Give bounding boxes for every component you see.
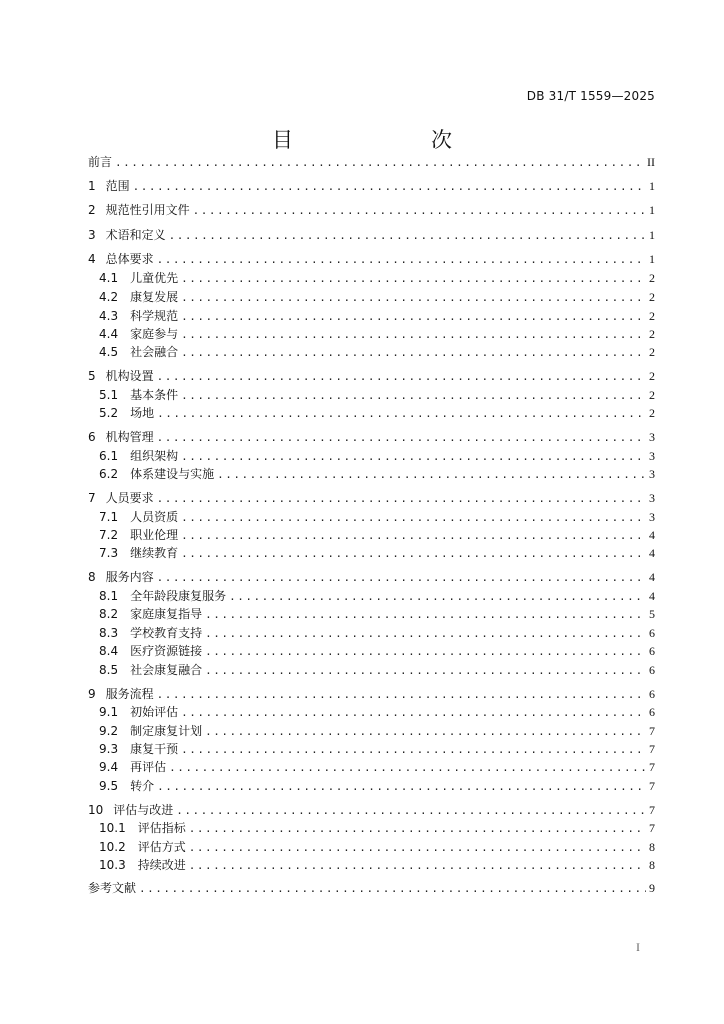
toc-entry-page: 2	[649, 290, 655, 304]
toc-entry-page: 6	[649, 644, 655, 658]
toc-entry-label: 人员要求	[105, 491, 154, 505]
dot-leader	[157, 779, 646, 795]
toc-entry-page: 3	[649, 467, 655, 481]
toc-entry-label: 服务流程	[105, 687, 154, 701]
toc-entry[interactable]	[88, 802, 655, 818]
dot-leader	[169, 228, 646, 244]
toc-entry-page: 6	[649, 687, 655, 701]
toc-entry-number: 7.1	[99, 510, 119, 524]
toc-entry-number: 6	[88, 430, 96, 444]
dot-leader	[176, 803, 646, 819]
dot-leader	[217, 467, 646, 483]
toc-entry-number: 8.2	[99, 607, 119, 621]
toc-entry-number: 8.5	[99, 663, 119, 677]
dot-leader	[181, 528, 646, 544]
toc-entry-label: 科学规范	[130, 309, 179, 323]
toc-entry-label: 康复干预	[130, 742, 179, 756]
toc-entry-number: 9.3	[99, 742, 119, 756]
toc-entry[interactable]	[99, 857, 655, 873]
toc-entry-label: 制定康复计划	[130, 724, 203, 738]
toc-entry-number: 8	[88, 570, 96, 584]
toc-entry-label: 基本条件	[130, 388, 179, 402]
toc-entry[interactable]	[88, 202, 655, 218]
toc-entry-number: 4.3	[99, 309, 119, 323]
toc-entry[interactable]	[99, 625, 655, 641]
toc-entry-label: 家庭参与	[130, 327, 179, 341]
toc-entry-page: 4	[649, 546, 655, 560]
toc-entry-page: 3	[649, 430, 655, 444]
toc-entry[interactable]	[88, 490, 655, 506]
toc-entry[interactable]	[99, 588, 655, 604]
toc-entry[interactable]	[99, 344, 655, 360]
toc-entry-label: 继续教育	[130, 546, 179, 560]
toc-entry-label: 场地	[130, 406, 155, 420]
toc-entry[interactable]	[99, 466, 655, 482]
toc-entry-number: 8.4	[99, 644, 119, 658]
toc-entry-page: 7	[649, 779, 655, 793]
dot-leader	[157, 687, 646, 703]
standard-code: DB 31/T 1559—2025	[526, 89, 655, 103]
toc-entry-page: 1	[649, 179, 655, 193]
toc-entry-number: 2	[88, 203, 96, 217]
toc-entry[interactable]	[88, 178, 655, 194]
toc-entry[interactable]	[99, 778, 655, 794]
toc-entry-number: 3	[88, 228, 96, 242]
toc-entry[interactable]	[99, 606, 655, 622]
toc-entry[interactable]	[99, 723, 655, 739]
dot-leader	[181, 705, 646, 721]
toc-entry-number: 10.1	[99, 821, 126, 835]
toc-entry-label: 社会融合	[130, 345, 179, 359]
toc-entry-number: 4.5	[99, 345, 119, 359]
toc-entry-page: 3	[649, 449, 655, 463]
toc-entry[interactable]	[99, 741, 655, 757]
toc-entry-page: 2	[649, 345, 655, 359]
dot-leader	[181, 546, 646, 562]
toc-entry-number: 10.3	[99, 858, 126, 872]
dot-leader	[189, 840, 646, 856]
toc-entry[interactable]	[99, 545, 655, 561]
toc-entry-page: 8	[649, 858, 655, 872]
dot-leader	[229, 589, 646, 605]
toc-entry-number: 10	[88, 803, 104, 817]
toc-entry[interactable]	[99, 839, 655, 855]
dot-leader	[181, 388, 646, 404]
toc-entry-page: 7	[649, 724, 655, 738]
toc-entry[interactable]	[88, 429, 655, 445]
toc-entry-number: 4.1	[99, 271, 119, 285]
dot-leader	[157, 252, 646, 268]
toc-entry-label: 初始评估	[130, 705, 179, 719]
toc-entry-page: 1	[649, 228, 655, 242]
dot-leader	[157, 570, 646, 586]
toc-entry-number: 5	[88, 369, 96, 383]
toc-entry-label: 前言	[88, 155, 113, 169]
toc-entry-label: 再评估	[130, 760, 167, 774]
toc-entry-number: 9.5	[99, 779, 119, 793]
dot-leader	[189, 821, 646, 837]
toc-entry-label: 总体要求	[105, 252, 154, 266]
toc-entry[interactable]	[99, 326, 655, 342]
dot-leader	[193, 203, 646, 219]
dot-leader	[157, 491, 646, 507]
toc-entry-label: 机构管理	[105, 430, 154, 444]
toc-entry-number: 4.2	[99, 290, 119, 304]
toc-entry[interactable]	[99, 509, 655, 525]
toc-entry[interactable]	[88, 569, 655, 585]
toc-entry-page: 3	[649, 491, 655, 505]
toc-entry-label: 康复发展	[130, 290, 179, 304]
toc-entry[interactable]	[99, 820, 655, 836]
toc-entry-page: 6	[649, 705, 655, 719]
toc-entry-label: 评估指标	[137, 821, 186, 835]
toc-entry[interactable]	[88, 686, 655, 702]
toc-entry-label: 规范性引用文件	[105, 203, 190, 217]
toc-entry-page: 4	[649, 528, 655, 542]
dot-leader	[157, 369, 646, 385]
toc-entry-number: 5.2	[99, 406, 119, 420]
dot-leader	[181, 309, 646, 325]
toc-entry[interactable]	[99, 662, 655, 678]
dot-leader	[205, 626, 646, 642]
toc-entry-label: 组织架构	[130, 449, 179, 463]
toc-entry-page: 2	[649, 327, 655, 341]
toc-entry[interactable]	[88, 227, 655, 243]
toc-entry-page: 7	[649, 760, 655, 774]
dot-leader	[181, 742, 646, 758]
toc-entry[interactable]	[88, 251, 655, 267]
dot-leader	[157, 430, 646, 446]
toc-entry-label: 儿童优先	[130, 271, 179, 285]
toc-entry-label: 全年龄段康复服务	[130, 589, 227, 603]
toc-entry[interactable]	[88, 368, 655, 384]
dot-leader	[139, 881, 646, 897]
toc-entry-page: 8	[649, 840, 655, 854]
toc-entry-label: 参考文献	[88, 881, 137, 895]
dot-leader	[181, 510, 646, 526]
dot-leader	[181, 449, 646, 465]
toc-entry-number: 9	[88, 687, 96, 701]
toc-entry-page: 7	[649, 803, 655, 817]
toc-entry-page: II	[647, 155, 655, 169]
toc-entry-page: 1	[649, 252, 655, 266]
toc-entry-number: 7.2	[99, 528, 119, 542]
toc-entry-page: 2	[649, 369, 655, 383]
toc-entry-page: 7	[649, 821, 655, 835]
toc-entry-label: 人员资质	[130, 510, 179, 524]
toc-entry-page: 7	[649, 742, 655, 756]
toc-entry[interactable]	[99, 289, 655, 305]
toc-entry-number: 7	[88, 491, 96, 505]
toc-entry-page: 2	[649, 309, 655, 323]
toc-entry-page: 4	[649, 570, 655, 584]
dot-leader	[205, 663, 646, 679]
toc-entry-label: 范围	[105, 179, 130, 193]
toc-entry[interactable]	[99, 448, 655, 464]
toc-entry-number: 1	[88, 179, 96, 193]
toc-entry-label: 机构设置	[105, 369, 154, 383]
dot-leader	[181, 345, 646, 361]
toc-entry[interactable]	[99, 405, 655, 421]
dot-leader	[169, 760, 646, 776]
toc-entry-number: 8.3	[99, 626, 119, 640]
toc-entry-label: 评估方式	[137, 840, 186, 854]
toc-entry-page: 4	[649, 589, 655, 603]
toc-entry[interactable]	[99, 759, 655, 775]
toc-entry-label: 服务内容	[105, 570, 154, 584]
dot-leader	[189, 858, 646, 874]
toc-entry-page: 6	[649, 663, 655, 677]
toc-entry-label: 学校教育支持	[130, 626, 203, 640]
toc-entry[interactable]	[99, 308, 655, 324]
toc-entry-number: 10.2	[99, 840, 126, 854]
toc-entry-label: 术语和定义	[105, 228, 166, 242]
toc-entry[interactable]	[99, 387, 655, 403]
toc-entry-number: 4.4	[99, 327, 119, 341]
toc-entry-label: 体系建设与实施	[130, 467, 215, 481]
toc-entry[interactable]	[99, 270, 655, 286]
toc-entry[interactable]	[99, 704, 655, 720]
toc-entry-page: 9	[649, 881, 655, 895]
toc-entry-page: 5	[649, 607, 655, 621]
toc-entry-label: 社会康复融合	[130, 663, 203, 677]
toc-entry[interactable]	[99, 643, 655, 659]
toc-entry-label: 家庭康复指导	[130, 607, 203, 621]
dot-leader	[205, 724, 646, 740]
toc-entry-label: 转介	[130, 779, 155, 793]
dot-leader	[115, 155, 644, 171]
toc-entry-number: 6.2	[99, 467, 119, 481]
toc-entry-page: 2	[649, 388, 655, 402]
toc-entry-label: 职业伦理	[130, 528, 179, 542]
toc-entry-page: 6	[649, 626, 655, 640]
toc-entry-label: 持续改进	[137, 858, 186, 872]
page-title: 目 次	[272, 128, 484, 152]
toc-entry-number: 9.1	[99, 705, 119, 719]
dot-leader	[181, 327, 646, 343]
toc-entry[interactable]	[99, 527, 655, 543]
dot-leader	[205, 607, 646, 623]
dot-leader	[133, 179, 646, 195]
dot-leader	[205, 644, 646, 660]
toc-entry-number: 4	[88, 252, 96, 266]
toc-entry-number: 7.3	[99, 546, 119, 560]
toc-entry-page: 3	[649, 510, 655, 524]
toc-entry-page: 2	[649, 271, 655, 285]
toc-entry[interactable]	[88, 880, 655, 896]
toc-entry-label: 医疗资源链接	[130, 644, 203, 658]
toc-entry-number: 5.1	[99, 388, 119, 402]
page-number: I	[636, 940, 640, 954]
dot-leader	[181, 271, 646, 287]
toc-entry-page: 1	[649, 203, 655, 217]
toc-entry-number: 9.2	[99, 724, 119, 738]
toc-entry-page: 2	[649, 406, 655, 420]
toc-entry-number: 6.1	[99, 449, 119, 463]
toc-entry[interactable]	[88, 154, 655, 170]
toc-entry-number: 8.1	[99, 589, 119, 603]
dot-leader	[157, 406, 646, 422]
toc-entry-number: 9.4	[99, 760, 119, 774]
toc-entry-label: 评估与改进	[113, 803, 174, 817]
dot-leader	[181, 290, 646, 306]
